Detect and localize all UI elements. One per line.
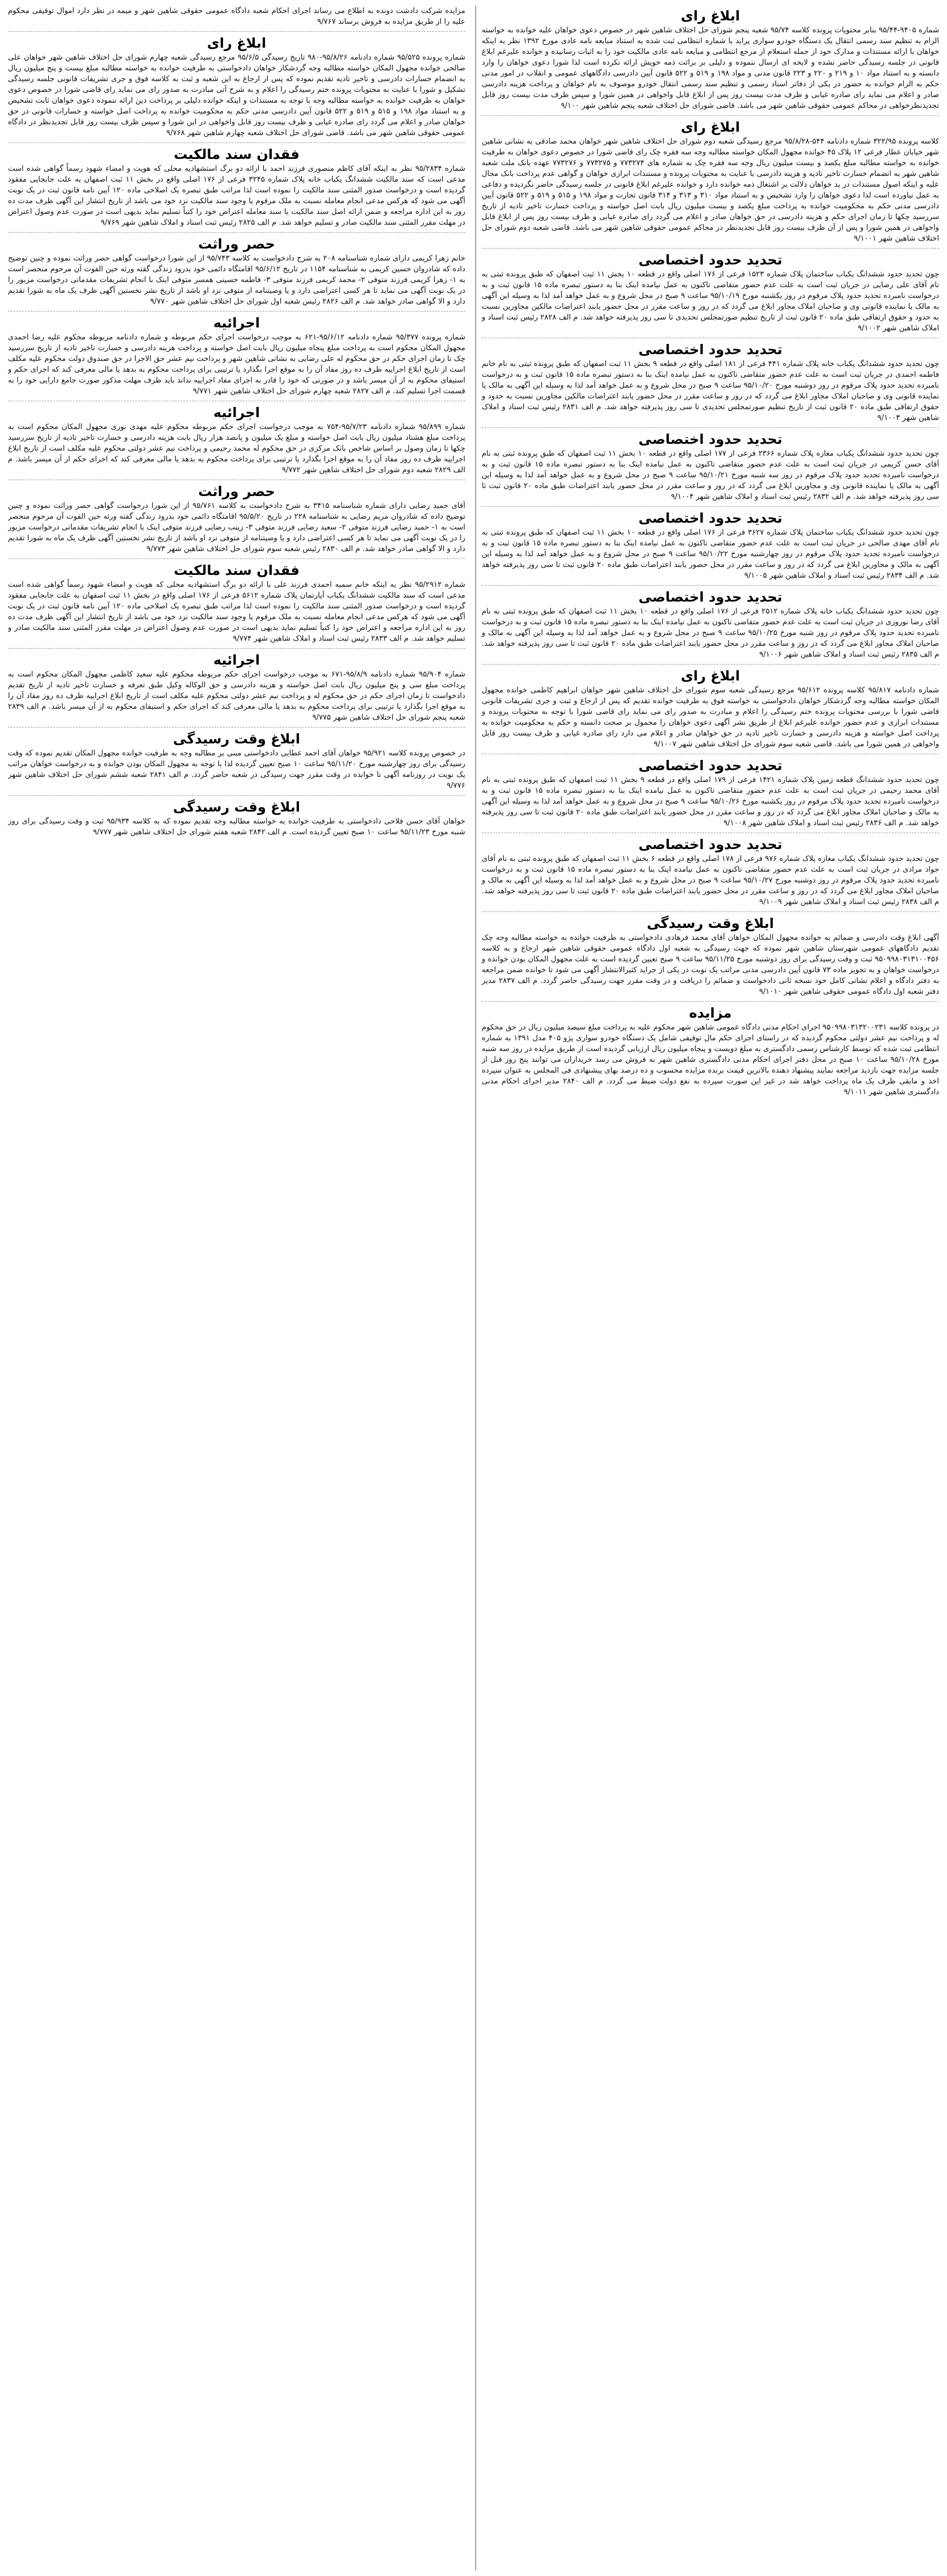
notice-divider: [8, 558, 465, 559]
right-column: [475, 6, 939, 2570]
legal-notice: [482, 834, 939, 907]
notice-body: چون تحدید حدود ششدانگ قطعه زمین پلاک شماره ۱۴۲۱ فرعی از ۱۷۹ اصلی واقع در قطعه ۹ بخش ۱۱ ثبت اصفهان که طبق پرونده ثبتی به نام آقای محمد رحیمی در جریان ثبت است به علت عدم حضور متقاضی تاکنون به عمل نیامده اینک بنا به دستور تبصره ماده ۱۵ قانون ثبت و به درخواست نامبرده تحدید حدود پلاک مرقوم در روز یکشنبه مورخ ۹۵/۱۰/۲۶ ساعت ۹ صبح در محل شروع و به عمل خواهد آمد لذا به وسیله این آگهی به مالک و صاحبان املاک مجاور ابلاغ می گردد که در روز و ساعت مقرر در محل حضور یابند اعتراضات طبق ماده ۲۰ قانون ثبت تا سی روز پذیرفته خواهد شد. م الف ۲۸۳۶ رئیس ثبت اسناد و املاک شاهین شهر ۹/۱۰۰۸: [482, 776, 939, 827]
notice-title: اجرائیه: [213, 405, 260, 421]
notice-title: مزایده: [689, 1005, 732, 1021]
notice-body: چون تحدید حدود ششدانگ یکباب ساختمان پلاک شماره ۱۵۲۳ فرعی از ۱۷۶ اصلی واقع در قطعه ۱۰ بخش ۱۱ ثبت اصفهان که طبق پرونده ثبتی به نام آقای علی رضایی در جریان ثبت است به علت عدم حضور متقاضی تاکنون به عمل نیامده اینک بنا به دستور تبصره ماده ۱۵ قانون ثبت و به درخواست نامبرده تحدید حدود پلاک مرقوم در روز یکشنبه مورخ ۹۵/۱۰/۱۹ ساعت ۹ صبح در محل شروع و به عمل خواهد آمد لذا به وسیله این آگهی به مالک یا نماینده قانونی وی و صاحبان املاک مجاور ابلاغ می گردد که در روز و ساعت مقرر در محل حضور یابند اعتراضات مالکین مجاورین نسبت به حدود و حقوق ارتفاقی طبق ماده ۲۰ قانون ثبت از تاریخ تنظیم صورتمجلس تحدیدی تا سی روز پذیرفته خواهد شد. م الف ۲۸۲۸ رئیس ثبت اسناد و املاک شاهین شهر ۹/۱۰۰۲: [482, 270, 939, 333]
notice-body: خانم زهرا کریمی دارای شماره شناسنامه ۲۰۸ به شرح دادخواست به کلاسه ۹۵/۷۴۳ از این شورا درخواست گواهی حصر وراثت نموده و چنین توضیح داده که شادروان حسین کریمی به شناسنامه ۱۱۵۴ در تاریخ ۹۵/۶/۱۲ اقامتگاه دائمی خود بدرود زندگی گفته ورثه حین الفوت آن مرحوم منحصر است به ۱- زهرا کریمی فرزند متوفی ۲- محمد کریمی فرزند متوفی ۳- فاطمه حسینی همسر متوفی اینک با انجام تشریفات مقدماتی درخواست مزبور را در یک نوبت آگهی می نماید تا هر کسی اعتراضی دارد و یا وصیتنامه از متوفی نزد او باشد از تاریخ نشر نخستین آگهی ظرف یک ماه به شورا تقدیم دارد و الا گواهی صادر خواهد شد. م الف ۲۸۲۶ رئیس شعبه اول شورای حل اختلاف شاهین شهر ۹/۷۷۰: [8, 254, 465, 306]
legal-notice: [482, 508, 939, 581]
left-column: [8, 6, 465, 2570]
legal-notice: [482, 1003, 939, 1098]
notice-divider: [482, 248, 939, 249]
legal-notice: [8, 6, 465, 27]
legal-notice: [482, 250, 939, 334]
notice-divider: [482, 664, 939, 665]
notice-body: چون تحدید حدود ششدانگ یکباب مغازه پلاک شماره ۲۳۶۶ فرعی از ۱۷۷ اصلی واقع در قطعه ۱۰ بخش ۱۱ ثبت اصفهان که طبق پرونده ثبتی به نام آقای حسن کریمی در جریان ثبت است به علت عدم حضور متقاضی تاکنون به عمل نیامده اینک بنا به دستور تبصره ماده ۱۵ قانون ثبت و به درخواست نامبرده تحدید حدود پلاک مرقوم در روز سه شنبه مورخ ۹۵/۱۰/۲۱ ساعت ۹ صبح در محل شروع و به عمل خواهد آمد لذا به وسیله این آگهی به مالک یا نماینده قانونی وی و مجاورین ابلاغ می گردد که در روز و ساعت مقرر در محل حضور یابند اعتراضات طبق ماده ۲۰ قانون ثبت تا سی روز پذیرفته خواهد شد. م الف ۲۸۳۲ رئیس ثبت اسناد و املاک شاهین شهر ۹/۱۰۰۴: [482, 449, 939, 501]
notice-divider: [482, 506, 939, 507]
notice-divider: [482, 427, 939, 428]
notice-body: شماره ۹۴۰۵-۹۵/۴۴ بنابر محتویات پرونده کلاسه ۹۵/۷۴ شعبه پنجم شورای حل اختلاف شاهین شهر در خصوص دعوی خواهان علیه خوانده به خواسته الزام به تنظیم سند رسمی انتقال یک دستگاه خودرو سواری پراید با شماره انتظامی ثبت شده به استناد مبایعه نامه عادی مورخ ۱۳۹۲ نظر به اینکه خواهان با ارائه مستندات و مدارک خود از جمله استعلام از مرجع انتظامی و مبایعه نامه عادی مالکیت خود را به اثبات رسانیده و خوانده علیرغم ابلاغ قانونی در جلسه رسیدگی حاضر نشده و لایحه ای ارسال ننموده و دلیلی بر برائت ذمه خویش ارائه نکرده است لذا شورا دعوی خواهان را وارد دانسته و به استناد مواد ۱۰ و ۲۱۹ و ۲۲۰ و ۲۲۳ قانون مدنی و مواد ۱۹۸ و ۵۱۹ و ۵۲۲ قانون آیین دادرسی دادگاههای عمومی و انقلاب در امور مدنی حکم به الزام خوانده به حضور در یکی از دفاتر اسناد رسمی و تنظیم سند رسمی انتقال خودرو موصوف به نام خواهان و پرداخت هزینه دادرسی صادر و اعلام می نماید رای صادره غیابی و ظرف مدت بیست روز پس از ابلاغ قابل واخواهی در همین شورا و سپس ظرف مدت بیست روز قابل تجدیدنظرخواهی در محاکم عمومی حقوقی شاهین شهر می باشد. قاضی شورای حل اختلاف شعبه پنجم شاهین شهر ۹/۱۰۰: [482, 26, 939, 110]
notice-body: چون تحدید حدود ششدانگ یکباب ساختمان پلاک شماره ۳۶۲۷ فرعی از ۱۷۶ اصلی واقع در قطعه ۱۰ بخش ۱۱ ثبت اصفهان که طبق پرونده ثبتی به نام آقای مهدی صالحی در جریان ثبت است به علت عدم حضور متقاضی تاکنون به عمل نیامده اینک بنا به دستور تبصره ماده ۱۵ قانون ثبت و به درخواست نامبرده تحدید حدود پلاک مرقوم در روز چهارشنبه مورخ ۹۵/۱۰/۲۲ ساعت ۹ صبح در محل شروع و به عمل خواهد آمد لذا به وسیله این آگهی به مالک و مجاورین ابلاغ می گردد که در روز و ساعت مقرر در محل حضور یابند اعتراضات طبق ماده ۲۰ قانون ثبت تا سی روز پذیرفته خواهد شد. م الف ۲۸۳۴ رئیس ثبت اسناد و املاک شاهین شهر ۹/۱۰۰۵: [482, 528, 939, 580]
legal-notice: [482, 913, 939, 997]
notice-body: شماره ۹۵/۸۹۹ شماره دادنامه ۹۵/۷/۲۳-۷۵۴ به موجب درخواست اجرای حکم مربوطه محکوم علیه مهدی نوری مجهول المکان محکوم است به پرداخت مبلغ هشتاد میلیون ریال بابت اصل خواسته و مبلغ یک میلیون و پانصد هزار ریال بابت هزینه دادرسی و خسارت تاخیر تادیه از تاریخ سررسید چکها تا زمان وصول بر اساس شاخص بانک مرکزی در حق محکوم له محمد رحیمی و پرداخت نیم عشر دولتی محکوم علیه مکلف است از تاریخ ابلاغ اجراییه ظرف ده روز مفاد آن را به موقع اجرا بگذارد یا ترتیبی برای پرداخت محکوم به بدهد یا مالی معرفی کند که اجرای حکم از آن میسر باشد. م الف ۲۸۲۹ شعبه دوم شورای حل اختلاف شاهین شهر ۹/۷۷۲: [8, 423, 465, 474]
notice-divider: [8, 795, 465, 796]
notice-body: شماره ۹۵/۲۸۳۴ نظر به اینکه آقای کاظم منصوری فرزند احمد با ارائه دو برگ استشهادیه محلی که هویت و امضاء شهود رسماً گواهی شده است مدعی است که سند مالکیت ششدانگ یکباب خانه پلاک شماره ۳۲۴۵ فرعی از ۱۷۶ اصلی واقع در بخش ۱۱ ثبت اصفهان به علت جابجایی مفقود گردیده است و درخواست صدور المثنی سند مالکیت را نموده است لذا مراتب طبق تبصره یک اصلاحی ماده ۱۲۰ آیین نامه قانون ثبت در یک نوبت آگهی می شود که هرکس مدعی انجام معامله نسبت به ملک مرقوم یا وجود سند مالکیت نزد خود می باشد از تاریخ انتشار این آگهی ظرف مدت ده روز به این اداره مراجعه و ضمن ارائه اصل سند مالکیت یا سند معامله اعتراض خود را کتباً تسلیم نماید بدیهی است در صورت عدم وصول اعتراض در مهلت مقرر المثنی سند مالکیت صادر و تسلیم خواهد شد. م الف ۲۸۲۵ رئیس ثبت اسناد و املاک شاهین شهر ۹/۷۶۹: [8, 165, 465, 227]
notice-title: تحدید حدود اختصاصی: [638, 589, 782, 605]
notice-divider: [482, 1001, 939, 1002]
notice-divider: [8, 311, 465, 312]
notice-body: شماره پرونده ۹۵/۵۲۵ شماره دادنامه ۹۵/۸/۲۶-۹۸۰ تاریخ رسیدگی ۹۵/۶/۵ مرجع رسیدگی شعبه چهارم شورای حل اختلاف شاهین شهر خواهان علی صالحی خوانده مجهول المکان خواسته مطالبه وجه گردشکار خواهان دادخواستی به طرفیت خوانده به خواسته مطالبه مبلغ بیست و پنج میلیون ریال به انضمام خسارات دادرسی و تاخیر تادیه تقدیم نموده که پس از ارجاع به این شعبه و ثبت به کلاسه فوق و جری تشریفات قانونی جلسه رسیدگی تشکیل و شورا با عنایت به محتویات پرونده ختم رسیدگی را اعلام و به شرح آتی مبادرت به صدور رای می نماید رای قاضی شورا در خصوص دعوی خواهان به طرفیت خوانده به خواسته مطالبه وجه با توجه به مستندات و اینکه خوانده دلیلی بر پرداخت دین ارائه ننموده دعوی خواهان ثابت تشخیص و به استناد مواد ۱۹۸ و ۵۱۵ و ۵۱۹ و ۵۲۲ قانون آیین دادرسی مدنی حکم به محکومیت خوانده به پرداخت اصل خواسته و خسارات قانونی در حق خواهان صادر و اعلام می گردد رای صادره غیابی و ظرف بیست روز قابل واخواهی در این شورا و سپس ظرف بیست روز قابل تجدیدنظر در دادگاه عمومی حقوقی شاهین شهر می باشد. قاضی شورای حل اختلاف شعبه چهارم شاهین شهر ۹/۷۶۸: [8, 53, 465, 137]
notice-title: ابلاغ وقت رسیدگی: [647, 915, 774, 931]
notice-title: فقدان سند مالکیت: [174, 562, 300, 578]
notice-title: حصر وراثت: [198, 484, 275, 499]
notice-body: آگهی ابلاغ وقت دادرسی و ضمائم به خوانده مجهول المکان خواهان آقای محمد فرهادی دادخواستی به طرفیت خوانده به خواسته مطالبه وجه چک تقدیم دادگاههای عمومی شهرستان شاهین شهر نموده که جهت رسیدگی به شعبه اول دادگاه عمومی حقوقی شاهین شهر ارجاع و به کلاسه ۹۵۰۹۹۸۰۳۱۳۱۰۰۴۵۶ ثبت و وقت رسیدگی برای روز دوشنبه مورخ ۹۵/۱۱/۲۵ ساعت ۹ صبح تعیین گردیده است به علت مجهول المکان بودن خوانده و درخواست خواهان و به تجویز ماده ۷۳ قانون آیین دادرسی مدنی مراتب یک نوبت در یکی از جراید کثیرالانتشار آگهی می شود تا خوانده ضمن مراجعه به دفتر دادگاه و اعلام نشانی کامل خود نسخه ثانی دادخواست و ضمائم را دریافت و در وقت مقرر جهت رسیدگی حاضر گردد. م الف ۲۸۳۷ مدیر دفتر شعبه اول دادگاه عمومی حقوقی شاهین شهر ۹/۱۰۱۰: [482, 934, 939, 996]
notice-body: چون تحدید حدود ششدانگ یکباب خانه پلاک شماره ۴۴۱ فرعی از ۱۸۱ اصلی واقع در قطعه ۹ بخش ۱۱ ثبت اصفهان که طبق پرونده ثبتی به نام خانم فاطمه احمدی در جریان ثبت است به علت عدم حضور متقاضی تاکنون به عمل نیامده اینک بنا به دستور تبصره ماده ۱۵ قانون ثبت و به درخواست نامبرده تحدید حدود پلاک مرقوم در روز دوشنبه مورخ ۹۵/۱۰/۲۰ ساعت ۹ صبح در محل شروع و به عمل خواهد آمد لذا به وسیله این آگهی به مالک یا نماینده قانونی وی و صاحبان املاک مجاور ابلاغ می گردد که در روز و ساعت مقرر در محل حضور یابند اعتراضات مالکین مجاورین نسبت به حدود و حقوق ارتفاقی طبق ماده ۲۰ قانون ثبت از تاریخ تنظیم صورتمجلس تحدیدی تا سی روز پذیرفته خواهد شد. م الف ۲۸۳۱ رئیس ثبت اسناد و املاک شاهین شهر ۹/۱۰۰۳: [482, 360, 939, 422]
notice-title: ابلاغ رای: [207, 35, 267, 51]
notice-divider: [482, 115, 939, 116]
notice-body: چون تحدید حدود ششدانگ یکباب خانه پلاک شماره ۲۵۱۲ فرعی از ۱۷۶ اصلی واقع در قطعه ۱۰ بخش ۱۱ ثبت اصفهان که طبق پرونده ثبتی به نام آقای رضا نوروزی در جریان ثبت است به علت عدم حضور متقاضی تاکنون به عمل نیامده اینک بنا به دستور تبصره ماده ۱۵ قانون ثبت و به درخواست نامبرده تحدید حدود پلاک مرقوم در روز شنبه مورخ ۹۵/۱۰/۲۵ ساعت ۹ صبح در محل شروع و به عمل خواهد آمد لذا به وسیله این آگهی به مالک و صاحبان املاک مجاور ابلاغ می گردد که در روز و ساعت مقرر در محل حضور یابند اعتراضات طبق ماده ۲۰ قانون ثبت تا سی روز پذیرفته خواهد شد. م الف ۲۸۳۵ رئیس ثبت اسناد و املاک شاهین شهر ۹/۱۰۰۶: [482, 607, 939, 659]
legal-notice: [8, 560, 465, 644]
notice-divider: [8, 232, 465, 233]
legal-notice: [8, 797, 465, 838]
legal-notice: [8, 481, 465, 554]
legal-notice: [8, 402, 465, 476]
notice-body: کلاسه پرونده ۳۲۲/۹۵ شماره دادنامه ۵۴۴-۹۵/۸/۲۸ مرجع رسیدگی شعبه دوم شورای حل اختلاف شاهین شهر خواهان محمد صادقی به نشانی شاهین شهر خیابان عطار فرعی ۱۲ پلاک ۴۵ خوانده مجهول المکان خواسته مطالبه وجه سه فقره چک رای قاضی شورا در خصوص دعوی خواهان به طرفیت خوانده به خواسته مطالبه مبلغ یکصد و بیست میلیون ریال وجه سه فقره چک به شماره های ۷۷۳۲۷۴ و ۷۷۳۲۷۵ و ۷۷۳۲۷۶ عهده بانک ملت شعبه شاهین شهر به انضمام خسارت تاخیر تادیه و هزینه دادرسی با عنایت به محتویات پرونده و مستندات ابرازی خواهان و گواهی عدم پرداخت بانک محال علیه و اینکه اصول مستندات در ید خواهان دلالت بر اشتغال ذمه خوانده دارد و خوانده علیرغم ابلاغ قانونی در جلسه رسیدگی حاضر نگردیده و دفاعی به عمل نیاورده است لذا دعوی خواهان را وارد تشخیص و به استناد مواد ۳۱۰ و ۳۱۳ و ۳۱۴ قانون تجارت و مواد ۱۹۸ و ۵۱۵ و ۵۱۹ و ۵۲۲ قانون آیین دادرسی مدنی حکم به محکومیت خوانده به پرداخت مبلغ یکصد و بیست میلیون ریال بابت اصل خواسته و پرداخت خسارت تاخیر تادیه از تاریخ سررسید چکها تا زمان اجرای حکم و هزینه دادرسی در حق خواهان صادر و اعلام می گردد رای صادره غیابی و ظرف بیست روز پس از ابلاغ قابل واخواهی در همین شورا و پس از آن ظرف بیست روز قابل تجدیدنظر در محاکم عمومی حقوقی شاهین شهر می باشد. قاضی شعبه دوم شورای حل اختلاف شاهین شهر ۹/۱۰۰۱: [482, 137, 939, 243]
legal-notice: [8, 650, 465, 723]
notice-body: شماره ۹۵/۹۰۴ شماره دادنامه ۹۵/۸/۹-۶۷۱ به موجب درخواست اجرای حکم مربوطه محکوم علیه سعید کاظمی مجهول المکان محکوم است به پرداخت مبلغ سی و پنج میلیون ریال بابت اصل خواسته و هزینه دادرسی و حق الوکاله وکیل طبق تعرفه و خسارت تاخیر تادیه از تاریخ تقدیم دادخواست تا زمان اجرای حکم در حق محکوم له و پرداخت نیم عشر دولتی محکوم علیه مکلف است از تاریخ ابلاغ اجراییه ظرف ده روز مفاد آن را به موقع اجرا بگذارد یا ترتیبی برای پرداخت محکوم به بدهد یا مالی معرفی کند که اجرای حکم و استیفای محکوم به از آن میسر باشد. م الف ۲۸۳۹ شعبه پنجم شورای حل اختلاف شاهین شهر ۹/۷۷۵: [8, 670, 465, 722]
legal-notice: [482, 6, 939, 111]
notice-body: آقای حمید رضایی دارای شماره شناسنامه ۳۴۱۵ به شرح دادخواست به کلاسه ۹۵/۷۶۱ از این شورا درخواست گواهی حصر وراثت نموده و چنین توضیح داده که شادروان مریم رضایی به شناسنامه ۲۲۸ در تاریخ ۹۵/۵/۲۰ اقامتگاه دائمی خود بدرود زندگی گفته ورثه حین الفوت آن مرحوم منحصر است به ۱- حمید رضایی فرزند متوفی ۲- سعید رضایی فرزند متوفی ۳- زینب رضایی فرزند متوفی اینک با انجام تشریفات مقدماتی درخواست مزبور را در یک نوبت آگهی می نماید تا هر کسی اعتراضی دارد و یا وصیتنامه از متوفی نزد او باشد از تاریخ نشر نخستین آگهی ظرف یک ماه به شورا تقدیم دارد و الا گواهی صادر خواهد شد. م الف ۲۸۳۰ رئیس شعبه سوم شورای حل اختلاف شاهین شهر ۹/۷۷۳: [8, 502, 465, 553]
notice-title: تحدید حدود اختصاصی: [638, 252, 782, 268]
notice-body: در پرونده کلاسه ۹۵۰۹۹۸۰۳۱۳۲۰۰۲۳۱ اجرای احکام مدنی دادگاه عمومی شاهین شهر محکوم علیه به پرداخت مبلغ سیصد میلیون ریال در حق محکوم له و پرداخت نیم عشر دولتی محکوم گردیده که در راستای اجرای حکم مال توقیفی شامل یک دستگاه خودرو سواری پژو ۴۰۵ مدل ۱۳۹۱ به شماره انتظامی ثبت شده که توسط کارشناس رسمی دادگستری به مبلغ دویست و پنجاه میلیون ریال ارزیابی گردیده است از طریق مزایده در روز سه شنبه مورخ ۹۵/۱۰/۲۸ ساعت ۱۰ صبح در محل دفتر اجرای احکام مدنی دادگستری شاهین شهر به فروش می رسد خریداران می توانند پنج روز قبل از جلسه مزایده جهت بازدید مراجعه نمایند پیشنهاد دهنده بالاترین قیمت برنده مزایده محسوب و ده درصد بهای پیشنهادی فی المجلس به عنوان سپرده اخذ و مابقی ظرف یک ماه پرداخت خواهد شد در غیر این صورت سپرده به نفع دولت ضبط می گردد. م الف ۲۸۴۰ مدیر اجرای احکام مدنی دادگستری شاهین شهر ۹/۱۰۱۱: [482, 1023, 939, 1096]
legal-notice: [8, 313, 465, 397]
notice-title: ابلاغ رای: [680, 8, 740, 24]
legal-notice: [8, 144, 465, 228]
notice-divider: [482, 585, 939, 586]
legal-notice: [482, 587, 939, 660]
notice-title: اجرائیه: [213, 652, 260, 668]
legal-notice: [8, 33, 465, 138]
legal-notice: [482, 429, 939, 502]
notice-divider: [482, 911, 939, 912]
notice-divider: [8, 648, 465, 649]
notice-body: شماره ۹۵/۲۹۱۲ نظر به اینکه خانم سمیه احمدی فرزند علی با ارائه دو برگ استشهادیه محلی که هویت و امضاء شهود رسماً گواهی شده است مدعی است که سند مالکیت ششدانگ یکباب آپارتمان پلاک شماره ۵۶۱۲ فرعی از ۱۷۶ اصلی واقع در بخش ۱۱ ثبت اصفهان به علت جابجایی مفقود گردیده است و درخواست صدور المثنی سند مالکیت را نموده است لذا مراتب طبق تبصره یک اصلاحی ماده ۱۲۰ آیین نامه قانون ثبت در یک نوبت آگهی می شود که هرکس مدعی انجام معامله نسبت به ملک مرقوم یا وجود سند مالکیت نزد خود می باشد از تاریخ انتشار این آگهی ظرف مدت ده روز به این اداره مراجعه و اعتراض خود را کتباً تسلیم نماید بدیهی است در صورت عدم وصول اعتراض در مهلت مقرر المثنی سند مالکیت صادر و تسلیم خواهد شد. م الف ۲۸۳۳ رئیس ثبت اسناد و املاک شاهین شهر ۹/۷۷۴: [8, 581, 465, 643]
notice-title: تحدید حدود اختصاصی: [638, 510, 782, 526]
notice-title: ابلاغ وقت رسیدگی: [173, 731, 300, 747]
notice-title: تحدید حدود اختصاصی: [638, 431, 782, 447]
notice-body: چون تحدید حدود ششدانگ یکباب مغازه پلاک شماره ۹۷۶ فرعی از ۱۷۸ اصلی واقع در قطعه ۶ بخش ۱۱ ثبت اصفهان که طبق پرونده ثبتی به نام آقای جواد مرادی در جریان ثبت است به علت عدم حضور متقاضی تاکنون به عمل نیامده اینک بنا به دستور تبصره ماده ۱۵ قانون ثبت و به درخواست نامبرده تحدید حدود پلاک مرقوم در روز دوشنبه مورخ ۹۵/۱۰/۲۷ ساعت ۹ صبح در محل شروع و به عمل خواهد آمد لذا به وسیله این آگهی به مالک و صاحبان املاک مجاور ابلاغ می گردد که در روز و ساعت مقرر در محل حضور یابند اعتراضات طبق ماده ۲۰ قانون ثبت تا سی روز پذیرفته خواهد شد. م الف ۲۸۳۸ رئیس ثبت اسناد و املاک شاهین شهر ۹/۱۰۰۹: [482, 855, 939, 906]
notice-body: خواهان آقای حسن فلاحی دادخواستی به طرفیت خوانده به خواسته مطالبه وجه تقدیم نموده که به کلاسه ۹۵/۹۳۴ ثبت و وقت رسیدگی برای روز شنبه مورخ ۹۵/۱۱/۲۳ ساعت ۱۰ صبح تعیین گردیده است. م الف ۲۸۴۲ شعبه هفتم شورای حل اختلاف شاهین شهر ۹/۷۷۷: [8, 817, 465, 837]
notice-body: شماره دادنامه ۹۵/۸۱۷ کلاسه پرونده ۹۵/۶۱۲ مرجع رسیدگی شعبه سوم شورای حل اختلاف شاهین شهر خواهان ابراهیم کاظمی خوانده مجهول المکان خواسته مطالبه وجه گردشکار خواهان دادخواستی به خواسته فوق به طرفیت خوانده تقدیم که پس از ارجاع و ثبت و جری تشریفات قانونی قاضی شورا با بررسی محتویات پرونده ختم رسیدگی را اعلام و مبادرت به صدور رای می نماید رای قاضی شورا با توجه به محتویات پرونده و مستندات ابرازی و عدم حضور خوانده علیرغم ابلاغ از طریق نشر آگهی دعوی خواهان را محمول بر صحت دانسته و حکم به محکومیت خوانده به پرداخت اصل خواسته و هزینه دادرسی و خسارت تاخیر تادیه در حق خواهان صادر و اعلام می دارد رای صادره غیابی و ظرف بیست روز قابل واخواهی در همین شورا می باشد. قاضی شعبه سوم شورای حل اختلاف شاهین شهر ۹/۱۰۰۷: [482, 686, 939, 749]
notice-divider: [8, 727, 465, 728]
notice-body: مزایده شرکت دادشت دونده به اطلاع می رساند اجرای احکام شعبه دادگاه عمومی حقوقی شاهین شهر و میمه در نظر دارد اموال توقیفی محکوم علیه را از طریق مزایده به فروش برساند ۹/۷۶۷: [8, 7, 465, 26]
notice-body: در خصوص پرونده کلاسه ۹۵/۹۲۱ خواهان آقای احمد عطایی دادخواستی مبنی بر مطالبه وجه به طرفیت خوانده مجهول المکان تقدیم نموده که وقت رسیدگی برای روز چهارشنبه مورخ ۹۵/۱۱/۲۰ ساعت ۱۰ صبح تعیین گردیده لذا با توجه به مجهول المکان بودن خوانده و به درخواست خواهان مراتب یک نوبت در روزنامه آگهی تا خوانده در وقت مقرر جهت رسیدگی در شعبه حاضر گردد. م الف ۲۸۴۱ شعبه ششم شورای حل اختلاف شاهین شهر ۹/۷۷۶: [8, 749, 465, 790]
notice-title: تحدید حدود اختصاصی: [638, 837, 782, 852]
notice-title: فقدان سند مالکیت: [174, 146, 300, 162]
notice-title: ابلاغ رای: [680, 668, 740, 684]
notice-divider: [8, 142, 465, 143]
notice-title: ابلاغ رای: [680, 119, 740, 135]
notice-title: حصر وراثت: [198, 236, 275, 252]
notice-title: اجرائیه: [213, 315, 260, 331]
legal-notice: [482, 339, 939, 423]
notice-title: ابلاغ وقت رسیدگی: [173, 799, 300, 815]
legal-notice: [8, 234, 465, 307]
notice-body: شماره پرونده ۹۵/۳۷۷ شماره دادنامه ۹۵/۶/۱۲-۶۲۱ به موجب درخواست اجرای حکم مربوطه و شماره دادنامه مربوطه محکوم علیه رضا احمدی مجهول المکان محکوم است به پرداخت مبلغ پنجاه میلیون ریال بابت اصل خواسته و پرداخت هزینه دادرسی و خسارت تاخیر تادیه از تاریخ سررسید چک تا زمان اجرای حکم در حق محکوم له علی رضایی به نشانی شاهین شهر و پرداخت نیم عشر حق الاجرا در حق صندوق دولت محکوم علیه مکلف است از تاریخ ابلاغ اجراییه ظرف ده روز مفاد آن را به موقع اجرا بگذارد یا ترتیبی برای پرداخت محکوم به بدهد یا مالی معرفی کند که اجرای حکم و استیفای محکوم به از آن میسر باشد و در صورتی که خود را قادر به اجرای مفاد اجراییه نداند باید ظرف مهلت مذکور صورت جامع دارایی خود را به قسمت اجرا تسلیم کند. م الف ۲۸۲۷ شعبه چهارم شورای حل اختلاف شاهین شهر ۹/۷۷۱: [8, 333, 465, 396]
notice-divider: [8, 31, 465, 32]
legal-notice: [8, 729, 465, 791]
notice-title: تحدید حدود اختصاصی: [638, 342, 782, 358]
legal-notice: [482, 666, 939, 750]
legal-notice: [482, 755, 939, 829]
legal-notice: [482, 117, 939, 244]
notice-title: تحدید حدود اختصاصی: [638, 758, 782, 774]
